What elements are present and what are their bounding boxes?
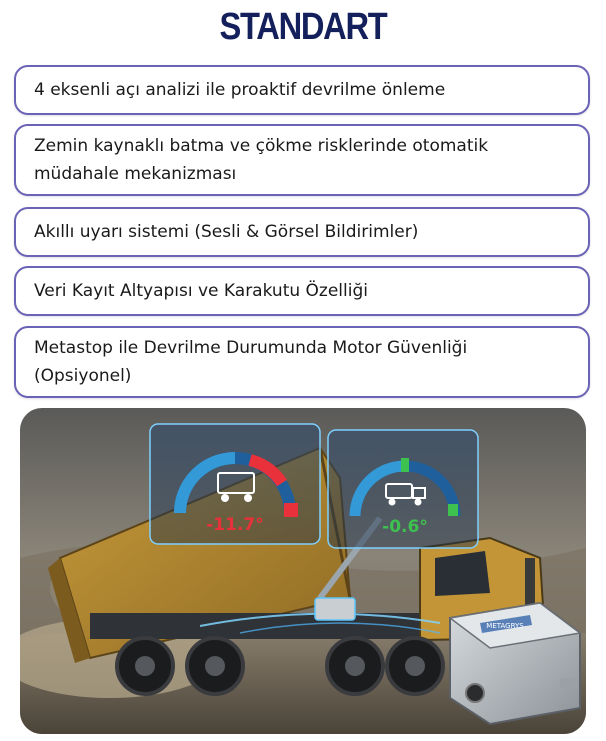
feature-text: Veri Kayıt Altyapısı ve Karakutu Özelliği: [34, 281, 368, 301]
right-angle-value: -0.6°: [382, 517, 428, 537]
feature-item-smart-warning: [14, 207, 590, 257]
tilt-sensor-device: [450, 603, 580, 724]
feature-item-data-logging: [14, 266, 590, 316]
feature-item-ground-collapse: [14, 124, 590, 196]
feature-text: Metastop ile Devrilme Durumunda Motor Güvenliği (Opsiyonel): [34, 338, 468, 386]
feature-text: Akıllı uyarı sistemi (Sesli & Görsel Bildirimler): [34, 222, 419, 242]
tilt-gauge-right: [328, 430, 478, 548]
left-angle-value: -11.7°: [206, 515, 264, 535]
feature-text: 4 eksenli açı analizi ile proaktif devrilme önleme: [34, 80, 446, 100]
dump-truck-photo: [20, 408, 586, 734]
tilt-gauge-left: [150, 424, 320, 544]
device-brand-label: METAGRYS: [486, 622, 524, 630]
feature-item-angle-analysis: [14, 65, 590, 115]
feature-text: Zemin kaynaklı batma ve çökme risklerinde otomatik müdahale mekanizması: [34, 136, 489, 184]
feature-item-metastop: [14, 326, 590, 398]
page-title: STANDART: [219, 6, 387, 48]
